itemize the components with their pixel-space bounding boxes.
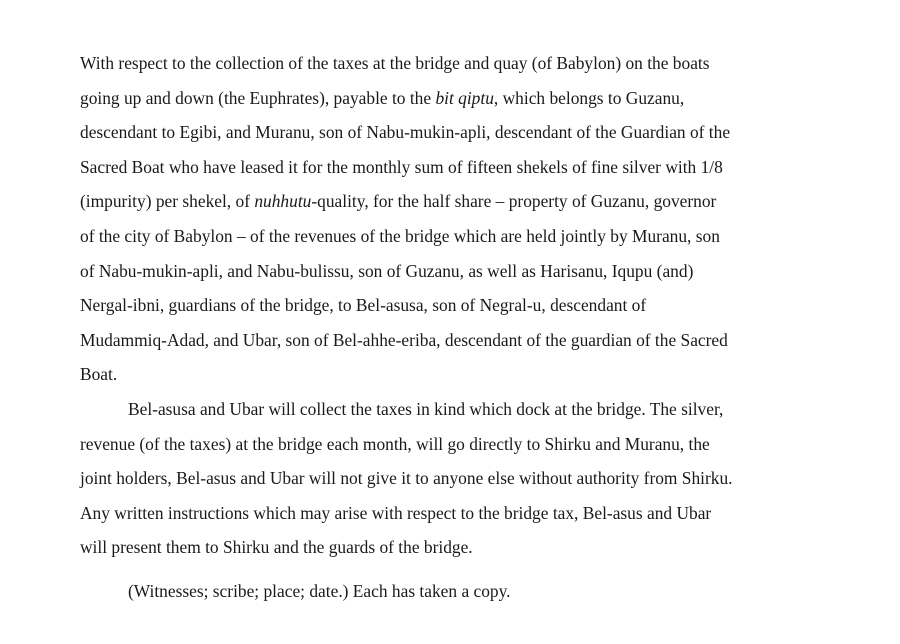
text-run: going up and down (the Euphrates), payable to the xyxy=(80,87,436,108)
text-line: Mudammiq-Adad, and Ubar, son of Bel-ahhe-eriba, descendant of the guardian of the Sacred xyxy=(80,329,728,350)
text-line: will present them to Shirku and the guards of the bridge. xyxy=(80,537,473,558)
text-line: joint holders, Bel-asus and Ubar will not give it to anyone else without authority from Shirku. xyxy=(80,468,733,489)
text-line xyxy=(80,81,850,116)
text-line: descendant to Egibi, and Muranu, son of Nabu-mukin-apli, descendant of the Guardian of the xyxy=(80,122,731,143)
text-line: Sacred Boat who have leased it for the monthly sum of fifteen shekels of fine silver with 1/8 xyxy=(80,156,723,177)
paragraph-1 xyxy=(80,46,850,392)
text-line: of the city of Babylon – of the revenues of the bridge which are held jointly by Muranu, son xyxy=(80,225,720,246)
italic-term-nuhhutu: nuhhutu xyxy=(254,191,312,212)
text-line: revenue (of the taxes) at the bridge each month, will go directly to Shirku and Muranu, the xyxy=(80,433,710,454)
closing-paragraph xyxy=(80,574,850,609)
text-line: Bel-asusa and Ubar will collect the taxes in kind which dock at the bridge. The silver, xyxy=(128,398,724,419)
paragraph-2 xyxy=(80,392,850,565)
text-line: of Nabu-mukin-apli, and Nabu-bulissu, son of Guzanu, as well as Harisanu, Iqupu (and) xyxy=(80,260,694,281)
text-line: Boat. xyxy=(80,364,118,385)
text-line: With respect to the collection of the taxes at the bridge and quay (of Babylon) on the boats xyxy=(80,53,710,73)
text-line: (Witnesses; scribe; place; date.) Each has taken a copy. xyxy=(128,580,511,601)
italic-term-bit-qiptu: bit qiptu xyxy=(435,87,494,108)
text-line xyxy=(80,184,850,219)
text-line: Any written instructions which may arise with respect to the bridge tax, Bel-asus and Ubar xyxy=(80,502,712,523)
text-run: , which belongs to Guzanu, xyxy=(493,87,685,108)
text-run: (impurity) per shekel, of xyxy=(80,191,255,212)
text-run: -quality, for the half share – property of Guzanu, governor xyxy=(311,191,717,212)
text-line: Nergal-ibni, guardians of the bridge, to Bel-asusa, son of Negral-u, descendant of xyxy=(80,295,647,316)
